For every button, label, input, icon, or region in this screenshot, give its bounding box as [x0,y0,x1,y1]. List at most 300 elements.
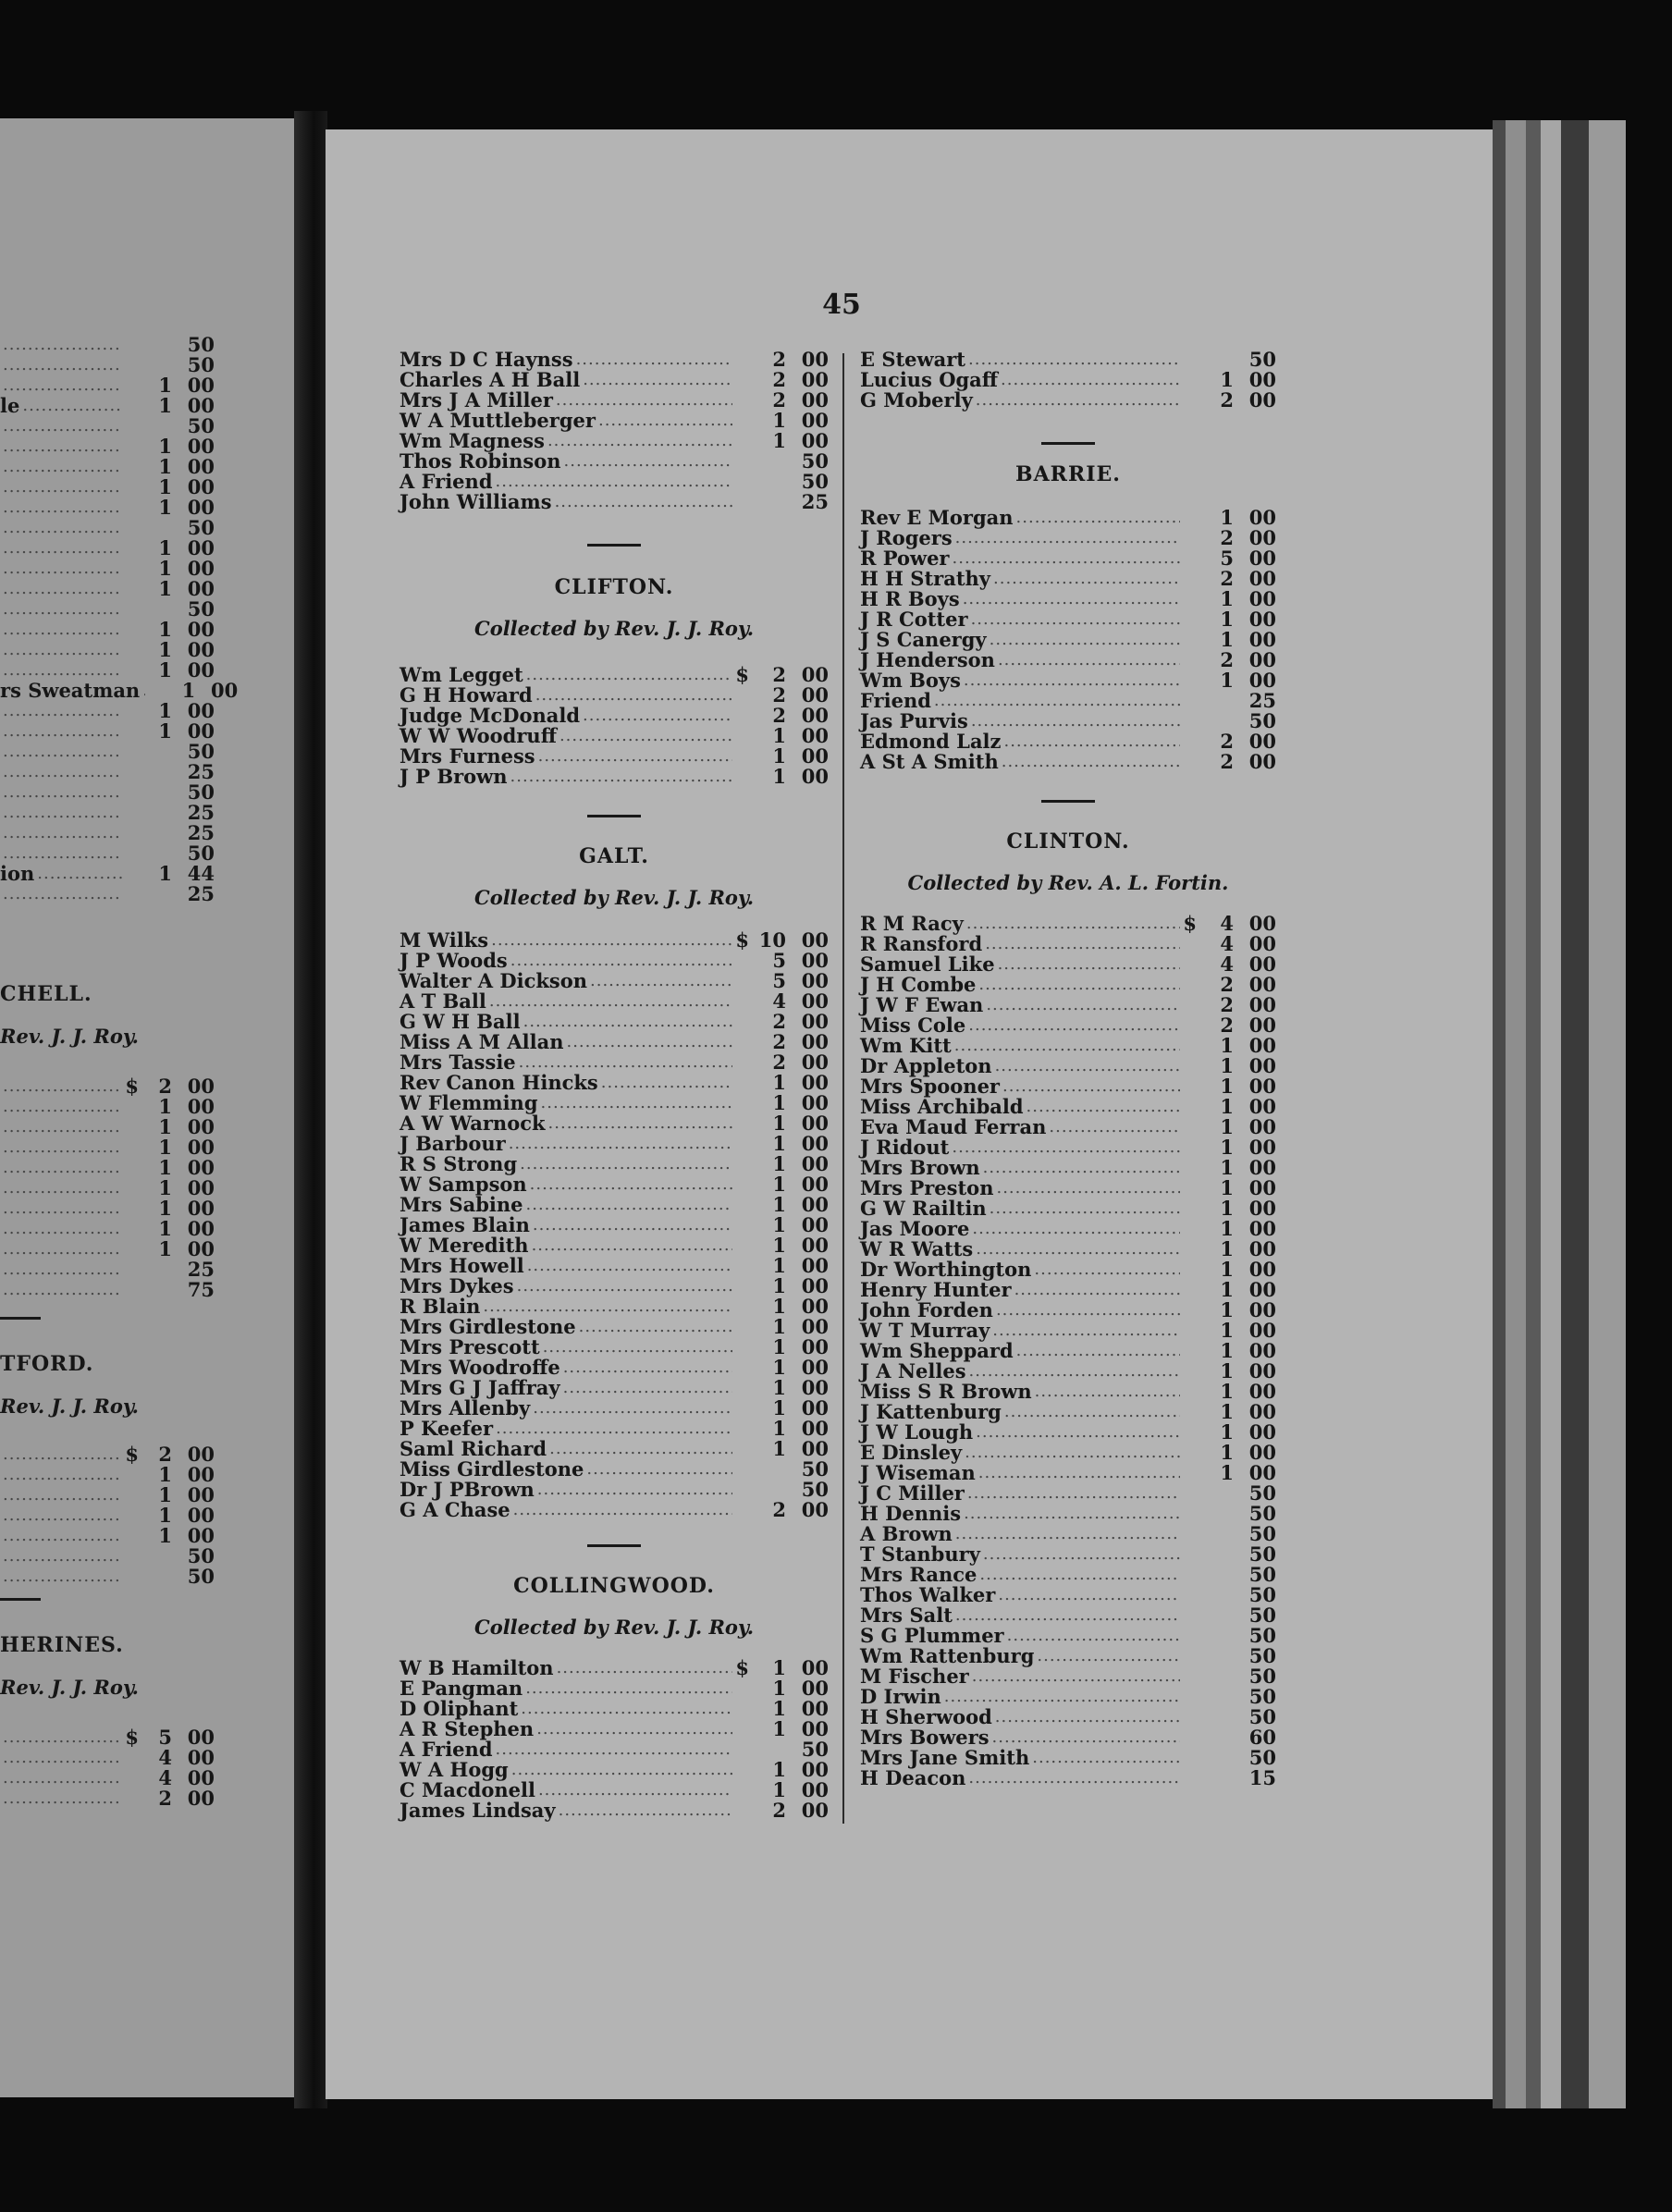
list-item [400,665,829,685]
leader-dots [535,1480,732,1500]
list-item [0,1198,215,1219]
amount-cents: 00 [1248,993,1276,1016]
leader-dots [966,1361,1180,1382]
amount-dollars: 2 [158,1787,172,1810]
amount-cents: 00 [801,1030,829,1053]
list-item [860,650,1276,670]
left-section-heading: CHELL. [0,982,92,1006]
donor-name: James Blain [400,1213,530,1236]
amount-cents: 50 [1248,1746,1276,1769]
donor-name: Mrs Jane Smith [860,1746,1030,1769]
leader-dots [965,350,1180,370]
amount-dollars: 1 [1220,628,1234,651]
section-rule [0,1317,41,1320]
list-item [0,1727,215,1748]
amount-cents: 00 [187,1443,215,1466]
amount-dollars: 1 [158,1217,172,1240]
leader-dots [976,1463,1180,1483]
leader-dots [973,390,1180,411]
amount-cents: 50 [1248,1542,1276,1566]
list-item [0,1485,215,1505]
leader-dots [556,1800,732,1821]
list-item [860,1300,1276,1321]
amount-dollars: 1 [1220,608,1234,631]
amount-dollars: 1 [158,557,172,580]
leader-dots [0,1567,122,1587]
list-item [0,823,215,843]
leader-dots [0,660,122,681]
list-item [860,1422,1276,1443]
amount-cents: 00 [801,1091,829,1114]
amount-dollars: 1 [1220,1176,1234,1199]
amount-dollars: 2 [1220,648,1234,671]
amount-cents: 00 [187,577,215,600]
leader-dots [965,1015,1180,1036]
list-item [860,1748,1276,1768]
amount-cents: 00 [801,1173,829,1196]
collingwood-collector: Collected by Rev. J. J. Roy. [473,1616,755,1639]
amount-cents: 00 [187,1136,215,1159]
amount-dollars: 1 [158,1197,172,1220]
amount-dollars: 1 [1220,1461,1234,1484]
list-item [860,1137,1276,1158]
amount-cents: 00 [801,969,829,992]
donor-name: Mrs Girdlestone [400,1315,576,1338]
amount-cents: 00 [1248,973,1276,996]
list-item [400,370,829,390]
amount-cents: 75 [187,1278,215,1301]
amount-cents: 00 [1248,547,1276,570]
donor-name: Jas Purvis [860,709,968,732]
list-item [400,706,829,726]
list-item [860,711,1276,731]
amount-dollars: 1 [1220,1339,1234,1362]
list-item [400,1739,829,1760]
list-item [860,975,1276,995]
leader-dots [1014,1341,1180,1361]
donor-name: rs Sweatman [0,679,141,702]
list-item [0,1239,215,1260]
list-item [400,726,829,746]
amount-cents: 00 [801,1254,829,1277]
list-item [400,1760,829,1780]
amount-dollars: 1 [1220,1075,1234,1098]
amount-cents: 00 [1248,1278,1276,1301]
amount-cents: 00 [1248,669,1276,692]
amount-cents: 50 [1248,1604,1276,1627]
leader-dots [968,609,1180,630]
amount-cents: 00 [187,455,215,478]
leader-dots [0,375,122,396]
amount-cents: 00 [187,1483,215,1506]
list-item [0,679,239,702]
leader-dots [510,1500,732,1520]
amount-cents: 00 [187,1726,215,1749]
amount-dollars: 1 [772,1112,786,1135]
amount-cents: 50 [1248,709,1276,732]
galt-list [400,930,829,1520]
amount-dollars: 1 [772,429,786,452]
amount-cents: 00 [187,1237,215,1260]
donor-name: G H Howard [400,683,533,707]
list-item [0,864,215,884]
amount-dollars: 1 [772,1778,786,1801]
leader-dots [573,350,732,370]
leader-dots [1001,731,1180,752]
amount-cents: 00 [187,1197,215,1220]
amount-cents: 25 [801,490,829,513]
list-item [860,1382,1276,1402]
donor-name: Mrs Bowers [860,1726,990,1749]
amount-cents: 00 [1248,1156,1276,1179]
amount-dollars: 2 [1220,973,1234,996]
list-item [860,1178,1276,1198]
amount-cents: 00 [1248,1319,1276,1342]
section-rule [0,1598,41,1601]
leader-dots [995,650,1180,670]
donor-name: Walter A Dickson [400,969,588,992]
list-item [0,1465,215,1485]
leader-dots [1000,1076,1180,1097]
amount-cents: 50 [801,1457,829,1481]
donor-name: Mrs Preston [860,1176,994,1199]
amount-dollars: 1 [158,1504,172,1527]
amount-dollars: 1 [772,1173,786,1196]
amount-dollars: 1 [1220,1136,1234,1159]
amount-dollars: 1 [158,699,172,722]
donor-name: Wm Sheppard [860,1339,1014,1362]
amount-dollars: 1 [158,1095,172,1118]
leader-dots [587,971,732,991]
leader-dots [990,1321,1180,1341]
left-section-list [0,1444,215,1587]
amount-cents: 25 [187,801,215,824]
amount-dollars: 2 [772,368,786,391]
amount-cents: 00 [187,557,215,580]
leader-dots [0,1137,122,1158]
amount-dollars: 1 [1220,1217,1234,1240]
list-item [860,914,1276,934]
leader-dots [973,1239,1180,1260]
list-item [0,396,215,416]
amount-dollars: 1 [772,1335,786,1358]
leader-dots [1034,1646,1180,1666]
amount-cents: 00 [187,1115,215,1138]
donor-name: Mrs Furness [400,744,535,768]
list-item [400,685,829,706]
amount-dollars: 1 [772,744,786,768]
amount-dollars: 1 [158,374,172,397]
amount-dollars: 2 [772,1030,786,1053]
amount-dollars: 10 [758,928,786,952]
donor-name: Mrs Prescott [400,1335,540,1358]
amount-cents: 00 [801,683,829,707]
list-item [0,1178,215,1198]
amount-cents: 50 [187,516,215,539]
donor-name: J R Cotter [860,608,968,631]
list-item [0,782,215,803]
donor-name: J Barbour [400,1132,506,1155]
amount-dollars: 1 [1220,1380,1234,1403]
list-item [400,1073,829,1093]
book-gutter [294,111,327,2108]
list-item [400,390,829,411]
list-item [400,1134,829,1154]
amount-cents: 00 [187,1075,215,1098]
list-item [860,1280,1276,1300]
amount-cents: 00 [801,928,829,952]
column-two [860,350,1276,1788]
leader-dots [493,472,733,492]
donor-name: E Dinsley [860,1441,963,1464]
amount-cents: 50 [801,1738,829,1761]
list-item [400,1678,829,1699]
amount-cents: 00 [801,989,829,1013]
amount-dollars: 1 [772,1091,786,1114]
list-item [860,1056,1276,1076]
leader-dots [529,1235,732,1256]
amount-dollars: 5 [158,1726,172,1749]
leader-dots [987,630,1180,650]
amount-dollars: 1 [1220,368,1234,391]
amount-cents: 00 [1248,648,1276,671]
leader-dots [973,1422,1180,1443]
amount-dollars: 1 [158,1524,172,1547]
leader-dots [0,1178,122,1198]
leader-dots [545,431,732,451]
leader-dots [1029,1748,1180,1768]
list-item [860,528,1276,548]
list-item [860,1626,1276,1646]
leader-dots [953,1524,1180,1544]
donor-name: A R Stephen [400,1717,535,1740]
leader-dots [993,1178,1180,1198]
amount-cents: 00 [187,1787,215,1810]
leader-dots [0,742,122,762]
amount-dollars: 1 [158,618,172,641]
list-item [860,1239,1276,1260]
donor-name: James Lindsay [400,1799,556,1822]
amount-cents: 50 [187,414,215,437]
list-item [400,1174,829,1195]
list-item [860,995,1276,1015]
donor-name: A St A Smith [860,750,999,773]
amount-cents: 00 [1248,952,1276,976]
donor-name: Mrs Dykes [400,1274,514,1297]
amount-cents: 00 [801,368,829,391]
leader-dots [992,1056,1180,1076]
amount-cents: 00 [1248,1339,1276,1362]
leader-dots [0,559,122,579]
list-item [400,1500,829,1520]
amount-cents: 50 [1248,1481,1276,1505]
leader-dots [0,721,122,742]
list-item [0,335,215,355]
leader-dots [530,1398,732,1419]
donor-name: Dr Worthington [860,1258,1032,1281]
leader-dots [517,1154,732,1174]
amount-cents: 25 [187,1258,215,1281]
amount-dollars: 4 [158,1766,172,1789]
amount-dollars: 5 [772,969,786,992]
donor-name: W A Muttleberger [400,409,596,432]
leader-dots [990,1727,1180,1748]
list-item [860,1158,1276,1178]
amount-dollars: 2 [1220,750,1234,773]
amount-cents: 00 [187,1504,215,1527]
amount-dollars: 2 [158,1075,172,1098]
amount-dollars: 1 [1220,1237,1234,1260]
amount-cents: 00 [801,1437,829,1460]
list-item [860,1117,1276,1137]
amount-dollars: 1 [772,1376,786,1399]
list-item [860,1727,1276,1748]
leader-dots [527,1174,732,1195]
leader-dots [480,1296,732,1317]
list-item [860,1585,1276,1605]
amount-cents: 50 [801,1478,829,1501]
column-one [400,350,829,1821]
donor-name: A Friend [400,470,493,493]
amount-cents: 50 [1248,1502,1276,1525]
amount-cents: 00 [187,496,215,519]
amount-dollars: 1 [1220,669,1234,692]
donor-name: H Sherwood [860,1705,992,1728]
leader-dots [0,538,122,559]
leader-dots [493,1419,732,1439]
donor-name: H Deacon [860,1766,966,1789]
list-item [400,431,829,451]
page-edge [1589,120,1626,2108]
amount-cents: 50 [1248,1563,1276,1586]
donor-name: Lucius Ogaff [860,368,999,391]
list-item [0,1788,215,1809]
donor-name: Wm Kitt [860,1034,952,1057]
leader-dots [0,1505,122,1526]
list-item [400,1480,829,1500]
leader-dots [0,335,122,355]
donor-name: J C Miller [860,1481,965,1505]
leader-dots [0,640,122,660]
amount-dollars: 1 [772,1437,786,1460]
amount-cents: 50 [1248,1685,1276,1708]
list-item [400,1378,829,1398]
list-item [0,375,215,396]
amount-cents: 50 [1248,1705,1276,1728]
amount-dollars: 1 [772,1254,786,1277]
amount-cents: 00 [1248,506,1276,529]
amount-dollars: 1 [158,496,172,519]
list-item [400,492,829,512]
amount-cents: 00 [187,699,215,722]
list-item [400,1358,829,1378]
list-item [400,1235,829,1256]
amount-cents: 00 [1248,1115,1276,1138]
amount-cents: 00 [801,1376,829,1399]
left-section-heading: HERINES. [0,1633,124,1657]
donor-name: Wm Magness [400,429,545,452]
leader-dots [0,884,122,904]
amount-dollars: 2 [1220,567,1234,590]
leader-dots [0,620,122,640]
amount-cents: 44 [187,862,215,885]
donor-name: Rev Canon Hincks [400,1071,598,1094]
list-item [860,1015,1276,1036]
leader-dots [0,1117,122,1137]
leader-dots [508,767,732,787]
amount-cents: 00 [1248,1420,1276,1444]
leader-dots [0,1748,122,1768]
donor-name: Mrs G J Jaffray [400,1376,560,1399]
list-item [860,1544,1276,1565]
leader-dots [980,1544,1180,1565]
donor-name: Thos Robinson [400,449,561,473]
list-item [860,1198,1276,1219]
amount-cents: 00 [187,1746,215,1769]
list-item [400,1296,829,1317]
amount-dollars: 1 [772,1717,786,1740]
leader-dots [0,599,122,620]
left-section-heading: TFORD. [0,1352,94,1376]
amount-dollars: 1 [1220,1095,1234,1118]
amount-cents: 00 [187,475,215,498]
amount-dollars: 2 [772,388,786,412]
donor-name: W Meredith [400,1234,529,1257]
leader-dots [521,1012,732,1032]
donor-name: T Stanbury [860,1542,980,1566]
list-item [400,1699,829,1719]
list-item [400,1439,829,1459]
list-item [0,518,215,538]
amount-cents: 00 [801,1758,829,1781]
amount-cents: 50 [187,1544,215,1567]
donor-name: W Flemming [400,1091,538,1114]
leader-dots [538,1093,732,1113]
list-item [860,691,1276,711]
list-item [0,538,215,559]
amount-cents: 00 [1248,1095,1276,1118]
leader-dots [584,1459,732,1480]
list-item [400,1337,829,1358]
list-item [400,1658,829,1678]
leader-dots [953,528,1180,548]
amount-dollars: 1 [1220,1298,1234,1321]
leader-dots [523,1195,732,1215]
amount-cents: 00 [801,409,829,432]
amount-dollars: 1 [772,1396,786,1419]
barrie-heading: BARRIE. [1015,462,1121,486]
leader-dots [998,370,1180,390]
continued-list [860,350,1276,411]
list-item [0,1280,215,1300]
donor-name: J Wiseman [860,1461,976,1484]
amount-dollars: 1 [772,1193,786,1216]
donor-name: Miss Girdlestone [400,1457,584,1481]
list-item [860,569,1276,589]
leader-dots [1002,1402,1180,1422]
leader-dots [552,492,732,512]
donor-name: Friend [860,689,931,712]
dollar-sign: $ [125,1075,139,1098]
donor-name: Mrs Rance [860,1563,977,1586]
page-number: 45 [822,289,861,321]
donor-name: Miss S R Brown [860,1380,1032,1403]
list-item [0,762,215,782]
amount-cents: 00 [801,1010,829,1033]
list-item [860,630,1276,650]
amount-cents: 00 [1248,1380,1276,1403]
list-item [0,884,215,904]
